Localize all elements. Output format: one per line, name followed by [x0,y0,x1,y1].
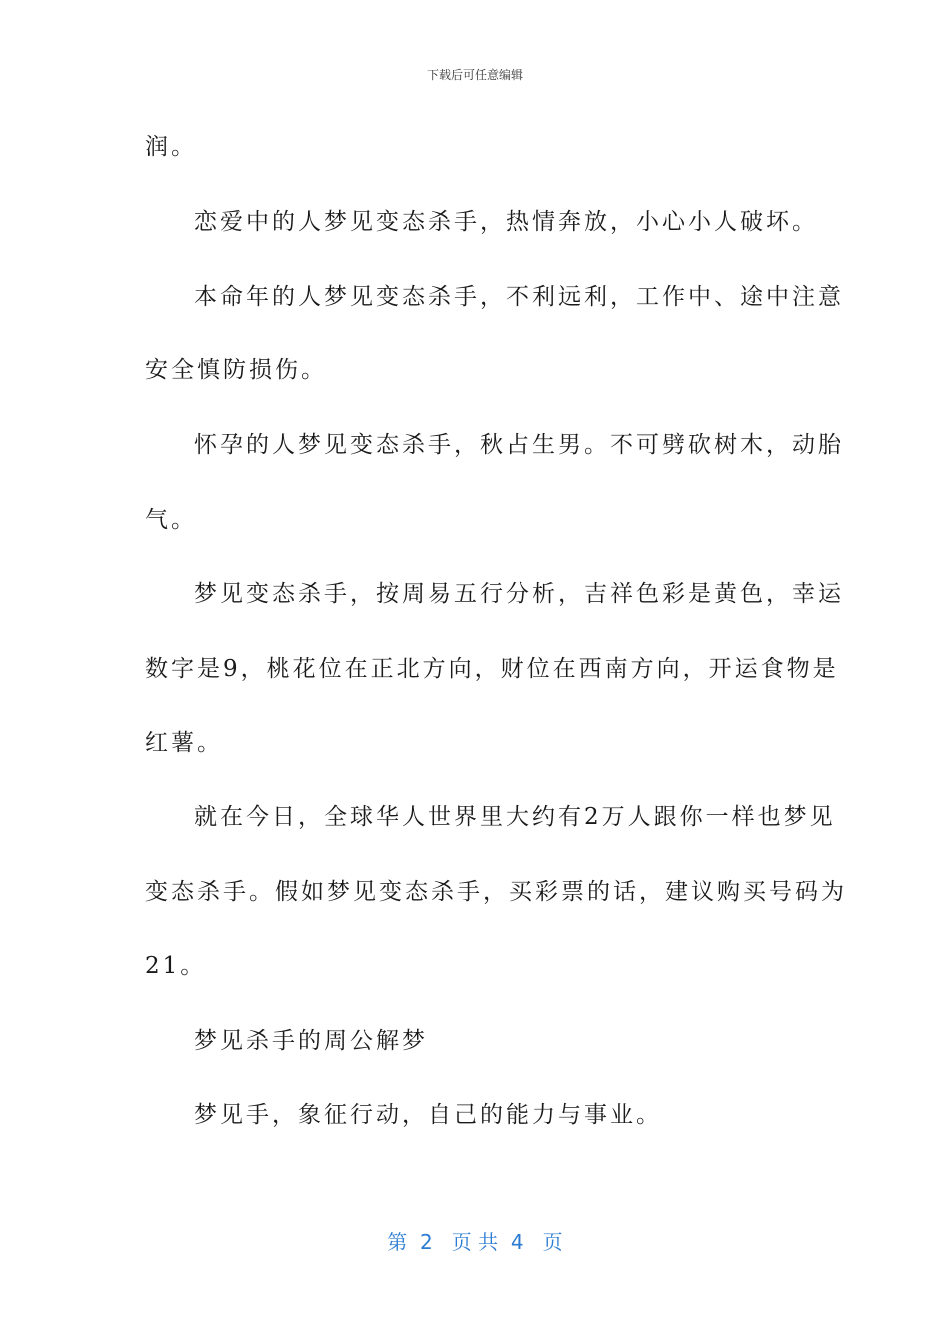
header-note: 下载后可任意编辑 [426,68,523,82]
paragraph-line: 就在今日，全球华人世界里大约有2万人跟你一样也梦见 [194,804,836,830]
body-line: 21。 [145,953,207,979]
paragraph-line: 梦见手，象征行动，自己的能力与事业。 [194,1102,662,1128]
paragraph-line: 本命年的人梦见变态杀手，不利远利，工作中、途中注意 [194,284,844,310]
subheading: 梦见杀手的周公解梦 [194,1028,428,1054]
body-line: 变态杀手。假如梦见变态杀手，买彩票的话，建议购买号码为 [145,879,847,905]
paragraph-line: 怀孕的人梦见变态杀手，秋占生男。不可劈砍树木，动胎 [194,432,844,458]
body-line: 红薯。 [145,730,223,756]
paragraph-line: 恋爱中的人梦见变态杀手，热情奔放，小心小人破坏。 [194,209,818,235]
body-line: 数字是9，桃花位在正北方向，财位在西南方向，开运食物是 [145,656,839,682]
body-line: 润。 [145,134,197,160]
page-number: 第 2 页 共 4 页 [387,1230,563,1254]
body-line: 安全慎防损伤。 [145,357,327,383]
body-line: 气。 [145,507,197,533]
paragraph-line: 梦见变态杀手，按周易五行分析，吉祥色彩是黄色，幸运 [194,581,844,607]
